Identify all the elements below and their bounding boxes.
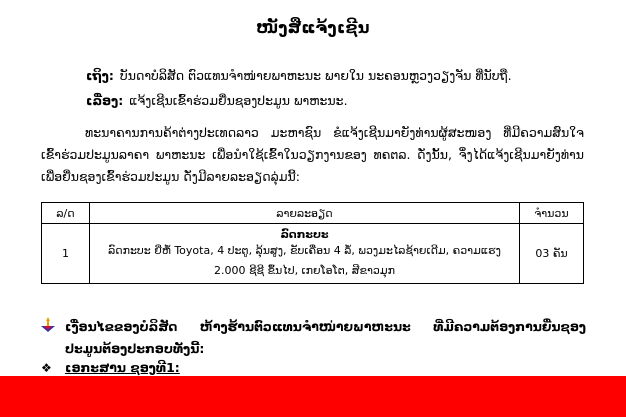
recipient-text: ບັນດາບໍລິສັດ ຕົວແທນຈຳໜ່າຍພາຫະນະ ພາຍໃນ ນະຄອນຫຼວງວຽງຈັນ ທີ່ນັບຖື. xyxy=(119,68,512,83)
requirement-line xyxy=(41,316,586,360)
diamond-bullet-icon: ❖ xyxy=(41,361,52,375)
row-quantity: 03 ຄັນ xyxy=(520,224,584,284)
row-description xyxy=(90,224,520,284)
arrow-bullet-icon xyxy=(41,317,55,333)
footer-bar xyxy=(0,376,626,417)
subject-text: ແຈ້ງເຊີນເຂົ້າຮ່ວມຍື່ນຊອງປະມູນ ພາຫະນະ. xyxy=(129,93,348,108)
document-title: ໜັງສືແຈ້ງເຊີນ xyxy=(256,18,370,37)
row-description-title: ລົດກະບະ xyxy=(280,228,329,241)
recipient-line xyxy=(86,68,512,83)
table-row xyxy=(42,224,584,284)
body-paragraph: ທະນາຄານການຄ້າຕ່າງປະເທດລາວ ມະຫາຊົນ ຂໍແຈ້ງເຊີນມາຍັງທ່ານຜູ້ສະໜອງ ທີ່ມີຄວາມສົນໃຈເຂົ້າຮ່ວມປະມູນລາຄາ ພາຫະນະ ເພື່ອນຳໃຊ້ເຂົ້າໃນວຽກງານຂອງ ທຄຕລ. ດັ່ງນັ້ນ, ຈຶ່ງໄດ້ແຈ້ງເຊີນມາຍັງທ່ານເພື່ອຍື່ນຊອງເຂົ້າຮ່ວມປະມູນ ດັ່ງມີລາຍລະອຽດລຸ່ມນີ້: xyxy=(41,125,584,184)
header-description: ລາຍລະອຽດ xyxy=(90,203,520,224)
document-item-line xyxy=(41,360,180,375)
recipient-label: ເຖິງ: xyxy=(86,68,114,83)
header-quantity: ຈຳນວນ xyxy=(520,203,584,224)
document-item-label: ເອກະສານ ຊອງທີ1: xyxy=(65,360,180,375)
row-description-text: ລົດກະບະ ຍີ່ຫໍ້ Toyota, 4 ປະຕູ, ລຸ້ນສູງ, ຂັບເຄື່ອນ 4 ລໍ້, ພວງມະໄລຊ້າຍເດີມ, ຄວາມແຮງ 2.000 ຊີຊີ ຂຶ້ນໄປ, ເກຍໂອໂຕ, ສີຂາວມຸກ xyxy=(108,244,501,277)
table-header-row xyxy=(42,203,584,224)
header-no: ລ/ດ xyxy=(42,203,90,224)
items-table xyxy=(41,202,584,284)
subject-line xyxy=(86,93,348,108)
row-no: 1 xyxy=(42,224,90,284)
requirement-text: ເງື່ອນໄຂຂອງບໍລິສັດ ຫ້າງຮ້ານຕົວແທນຈຳໜ່າຍພາຫະນະ ທີ່ມີຄວາມຕ້ອງການຍື່ນຊອງປະມູນຕ້ອງປະກອບທັງນີ້: xyxy=(65,319,586,356)
subject-label: ເລື່ອງ: xyxy=(86,93,124,108)
